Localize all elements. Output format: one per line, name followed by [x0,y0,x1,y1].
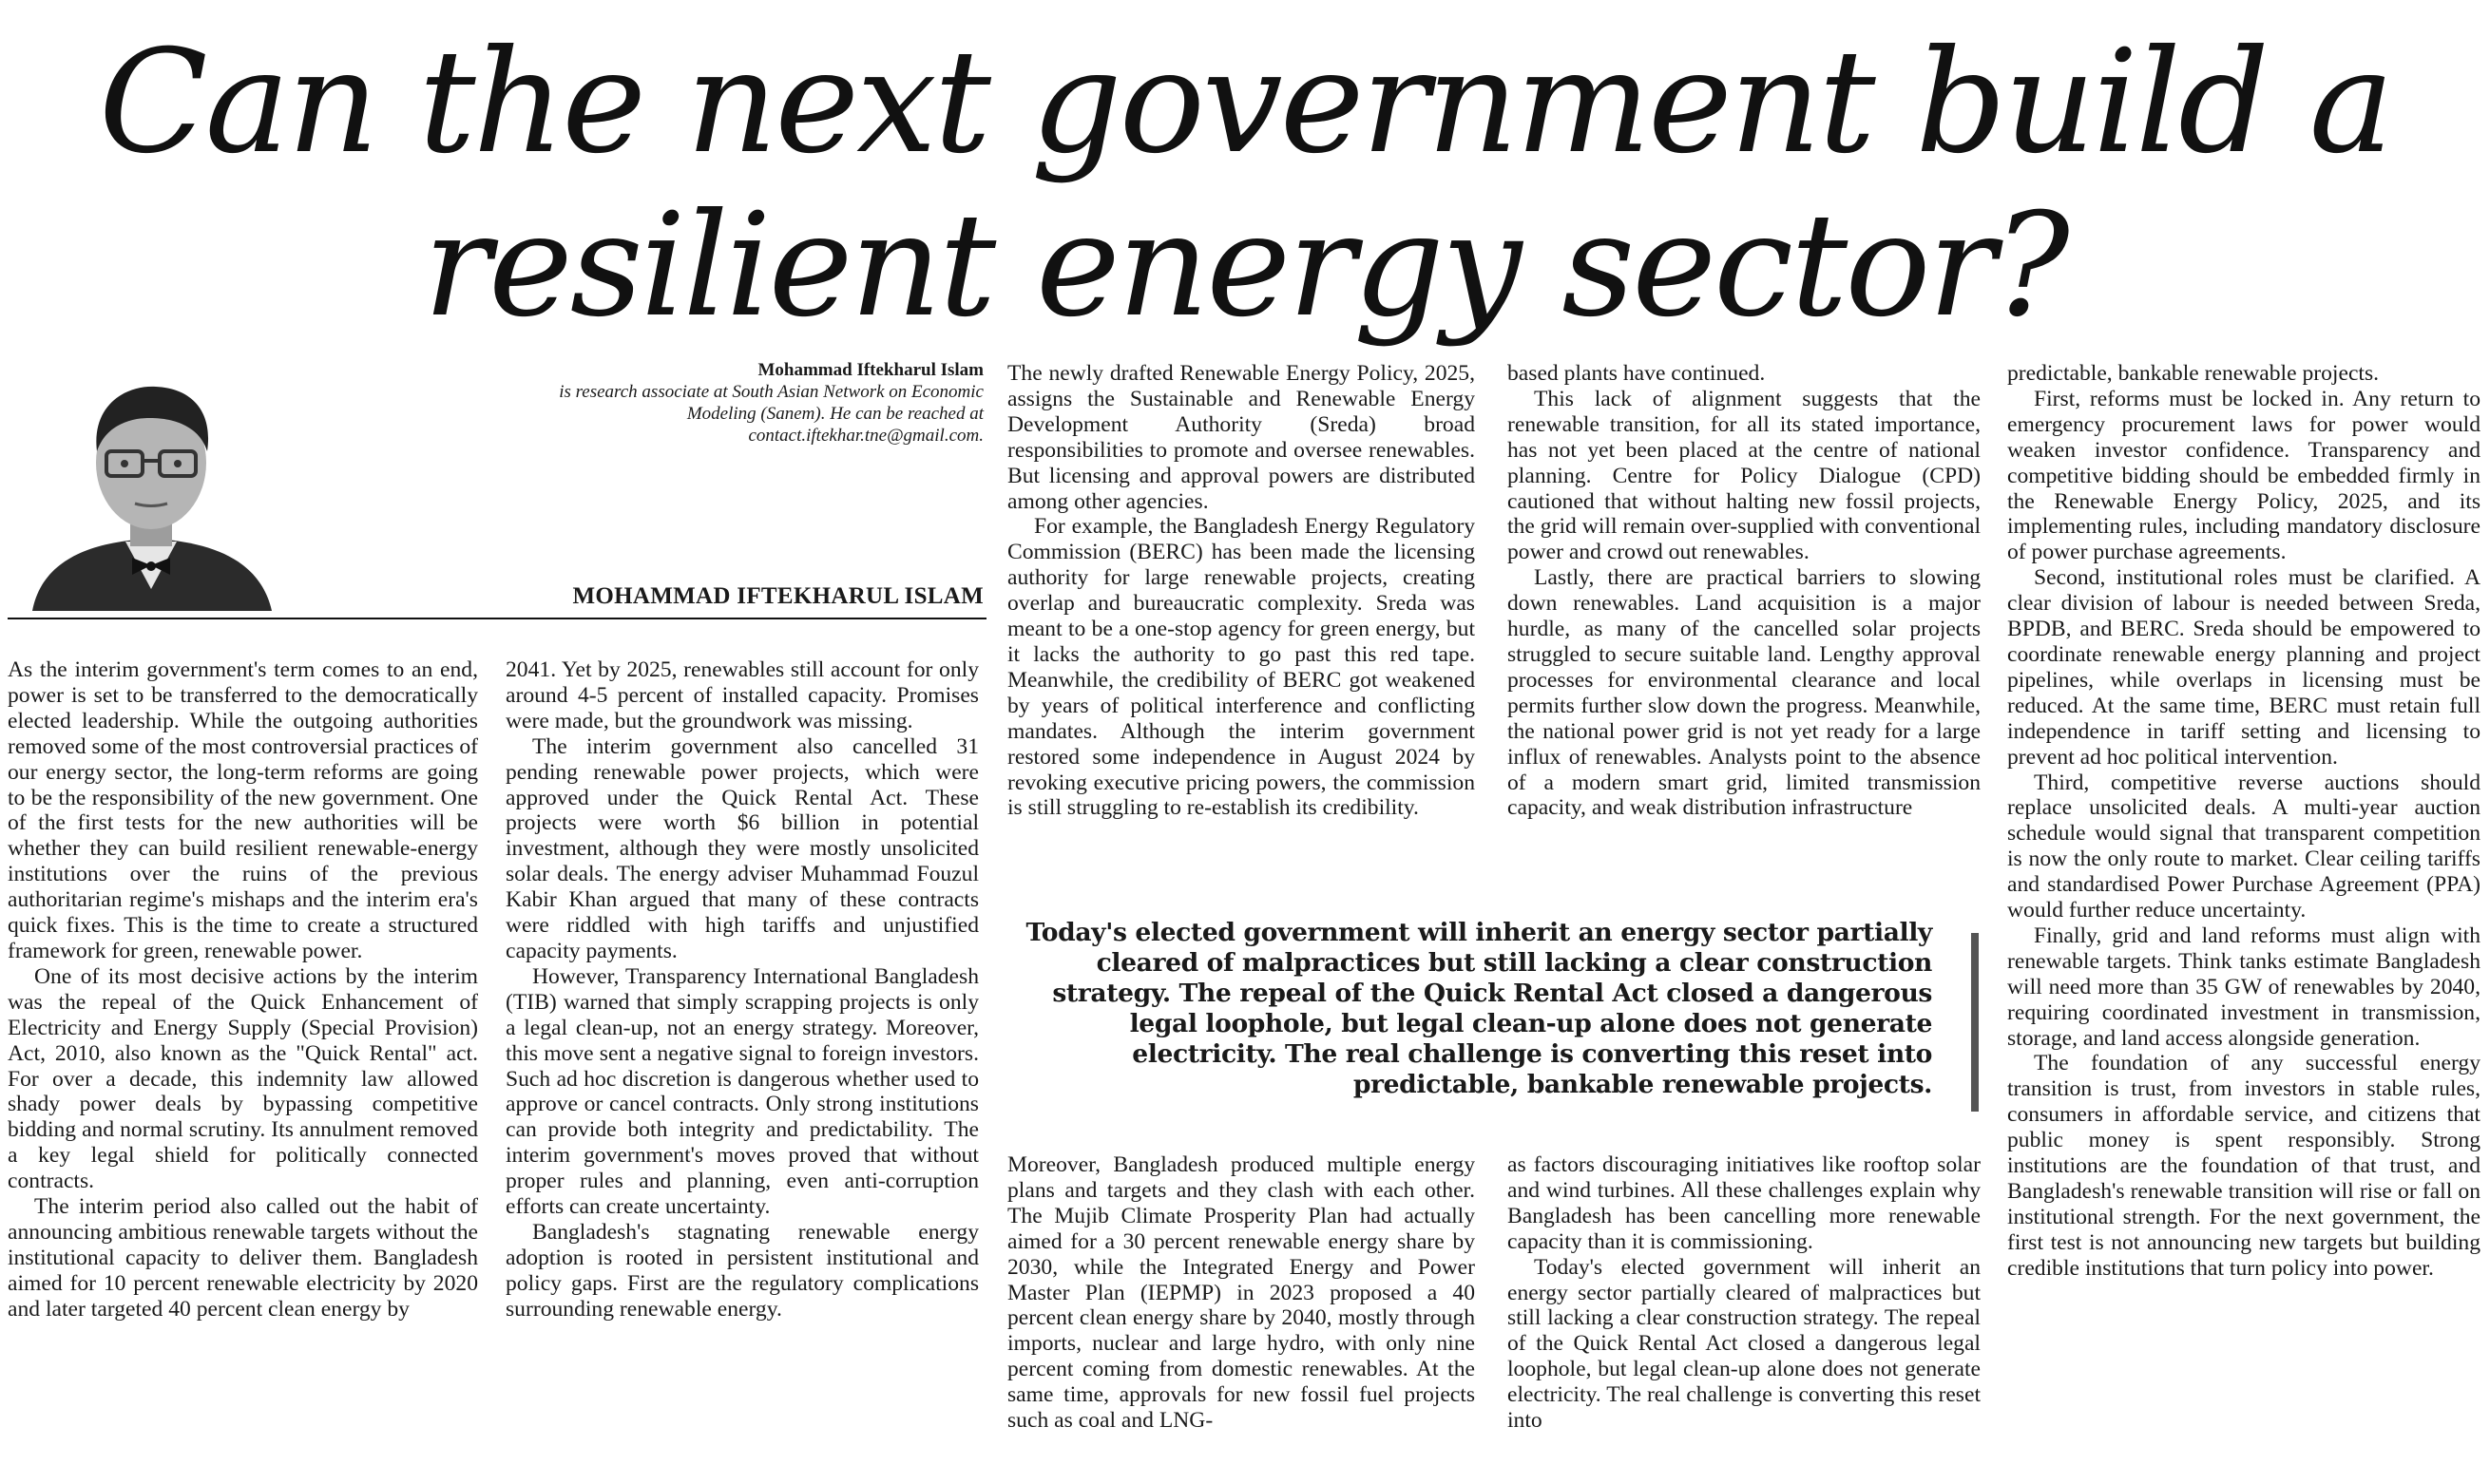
paragraph: For example, the Bangladesh Energy Regulatory Commission (BERC) has been made the licensing authority for large renewable projects, creating overlap and bureaucratic complexity. Sreda was meant to be a one-stop agency for green energy, but it lacks the authority to go past this red tape. Meanwhile, the credibility of BERC got weakened by years of political interference and conflicting mandates. Although the interim government restored some independence in August 2024 by revoking executive pricing powers, the commission is still struggling to re-establish its credibility. [1007,514,1475,821]
article-column-3-top [1007,361,1475,821]
headline-line-2: resilient energy sector? [423,183,2067,349]
paragraph: Moreover, Bangladesh produced multiple energy plans and targets and they clash with each other. The Mujib Climate Prosperity Plan had actually aimed for a 30 percent renewable energy share by 2030, while the Integrated Energy and Power Master Plan (IEPMP) in 2023 proposed a 40 percent clean energy share by 2040, mostly through imports, nuclear and large hydro, with only nine percent coming from domestic renewables. At the same time, approvals for new fossil fuel projects such as coal and LNG- [1007,1152,1475,1434]
paragraph: Finally, grid and land reforms must align with renewable targets. Think tanks estimate Bangladesh will need more than 35 GW of renewables by 2040, requiring coordinated investment in transmission, storage, and land access alongside generation. [2007,923,2480,1051]
paragraph: Third, competitive reverse auctions should replace unsolicited deals. A multi-year auction schedule would signal that transparent competition is now the only route to market. Clear ceiling tariffs and standardised Power Purchase Agreement (PPA) would further reduce uncertainty. [2007,770,2480,923]
article-column-4-bottom [1507,1152,1981,1434]
paragraph: First, reforms must be locked in. Any return to emergency procurement laws for power would weaken investor confidence. Transparency and competitive bidding should be embedded firmly in the Renewable Energy Policy, 2025, and its implementing rules, including mandatory disclosure of power purchase agreements. [2007,386,2480,565]
paragraph: As the interim government's term comes to an end, power is set to be transferred to the democratically elected leadership. While the outgoing authorities removed some of the most controversial practices of our energy sector, the long-term reforms are going to be the responsibility of the new government. One of the first tests for the new authorities will be whether they can build resilient renewable-energy institutions over the ruins of the previous authoritarian regime's mishaps and the interim era's quick fixes. This is the time to create a structured framework for green, renewable power. [8,657,478,963]
article-column-2 [506,657,979,1322]
paragraph: However, Transparency International Bangladesh (TIB) warned that simply scrapping projects is only a legal clean-up, not an energy strategy. Moreover, this move sent a negative signal to foreign investors. Such ad hoc discretion is dangerous whether used to approve or cancel contracts. Only strong institutions can provide both integrity and predictability. The interim government's moves proved that without proper rules and planning, even anti-corruption efforts can create uncertainty. [506,963,979,1220]
paragraph: 2041. Yet by 2025, renewables still account for only around 4-5 percent of installed capacity. Promises were made, but the groundwork was missing. [506,657,979,733]
paragraph: One of its most decisive actions by the interim was the repeal of the Quick Enhancement of Electricity and Energy Supply (Special Provision) Act, 2010, also known as the "Quick Rental" act. For over a decade, this indemnity law allowed shady power deals by bypassing competitive bidding and normal scrutiny. Its annulment removed a key legal shield for politically connected contracts. [8,963,478,1194]
paragraph: based plants have continued. [1507,361,1766,386]
author-name: Mohammad Iftekharul Islam [757,360,984,380]
paragraph: Today's elected government will inherit an energy sector partially cleared of malpractices but still lacking a clear construction strategy. The repeal of the Quick Rental Act closed a dangerous legal loophole, but legal clean-up alone does not generate electricity. The real challenge is converting this reset into [1507,1254,1981,1434]
article-column-5 [2007,361,2480,1282]
paragraph: Second, institutional roles must be clarified. A clear division of labour is needed between Sreda, BPDB, and BERC. Sreda should be empowered to coordinate renewable energy planning and project pipelines, while overlaps in licensing must be reduced. At the same time, BERC must retain full independence in tariff setting and licensing to prevent ad hoc political intervention. [2007,565,2480,770]
article-headline [0,21,2490,348]
pull-quote-bar [1971,933,1979,1112]
paragraph: predictable, bankable renewable projects. [2007,361,2380,386]
author-photo [23,356,279,611]
article-column-1 [8,657,478,1322]
paragraph: The interim period also called out the habit of announcing ambitious renewable targets without the institutional capacity to deliver them. Bangladesh aimed for 10 percent renewable electricity by 2020 and later targeted 40 percent clean energy by [8,1194,478,1322]
paragraph: The foundation of any successful energy transition is trust, from investors in stable rules, consumers in affordable service, and citizens that public money is spent responsibly. Strong institutions are the foundation of that trust, and Bangladesh's renewable transition will rise or fall on institutional strength. For the next government, the first test is not announcing new targets but building credible institutions that turn policy into power. [2007,1051,2480,1281]
paragraph: Bangladesh's stagnating renewable energy adoption is rooted in persistent institutional and policy gaps. First are the regulatory complications surrounding renewable energy. [506,1219,979,1322]
article-column-3-bottom [1007,1152,1475,1434]
pull-quote: Today's elected government will inherit an energy sector partially cleared of malpractices but still lacking a clear construction strategy. The repeal of the Quick Rental Act closed a dangerous legal loophole, but legal clean-up alone does not generate electricity. The real challenge is converting this reset into predictable, bankable renewable projects. [1025,918,1932,1099]
paragraph: The interim government also cancelled 31 pending renewable power projects, which were approved under the Quick Rental Act. These projects were worth $6 billion in potential investment, although they were mostly unsolicited solar deals. The energy adviser Muhammad Fouzul Kabir Khan argued that many of these contracts were riddled with high tariffs and unjustified capacity payments. [506,733,979,963]
headline-line-1: Can the next government build a [98,20,2392,185]
paragraph: Lastly, there are practical barriers to slowing down renewables. Land acquisition is a major hurdle, as many of the cancelled solar projects struggled to secure suitable land. Lengthy approval processes for environmental clearance and local permits further slow down the progress. Meanwhile, the national power grid is not yet ready for a large influx of renewables. Analysts point to the absence of a modern smart grid, limited transmission capacity, and weak distribution infrastructure [1507,565,1981,821]
article-column-4-top [1507,361,1981,821]
author-bio: is research associate at South Asian Network on Economic Modeling (Sanem). He can be reached at contact.iftekhar.tne@gmail.com. [559,382,984,446]
paragraph: as factors discouraging initiatives like rooftop solar and wind turbines. All these challenges explain why Bangladesh has been cancelling more renewable capacity than it is commissioning. [1507,1152,1981,1254]
byline-rule [8,618,986,619]
paragraph: The newly drafted Renewable Energy Policy, 2025, assigns the Sustainable and Renewable Energy Development Authority (Sreda) broad responsibilities to promote and oversee renewables. But licensing and approval powers are distributed among other agencies. [1007,361,1475,514]
paragraph: This lack of alignment suggests that the renewable transition, for all its stated importance, has not yet been placed at the centre of national planning. Centre for Policy Dialogue (CPD) cautioned that without halting new fossil projects, the grid will remain over-supplied with conventional power and crowd out renewables. [1507,386,1981,565]
author-info [532,359,984,447]
byline: MOHAMMAD IFTEKHARUL ISLAM [572,583,984,609]
